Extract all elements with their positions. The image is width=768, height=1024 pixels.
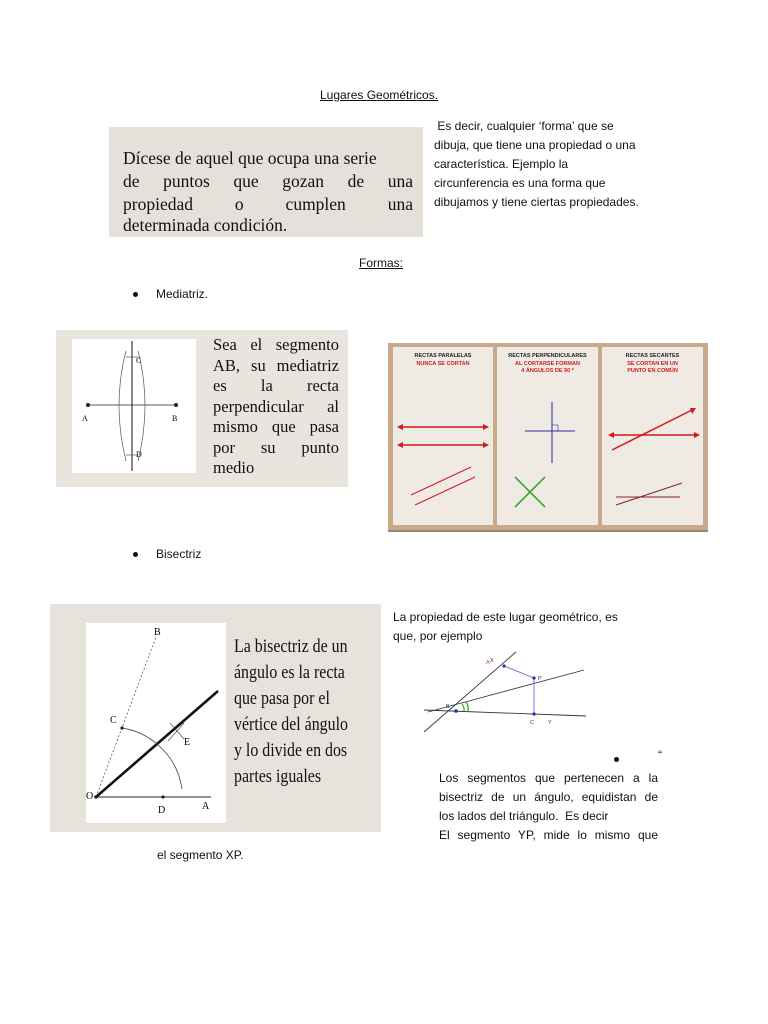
mediatriz-image (56, 330, 348, 487)
label-x: X (490, 658, 494, 664)
label-a: A (202, 801, 210, 812)
label-c: C (136, 356, 142, 365)
mediatriz-line: AB, su mediatriz (213, 355, 339, 375)
triangle-svg (420, 648, 592, 736)
bisectriz-line: que pasa por el (234, 689, 330, 709)
bisectriz-sketch (86, 623, 226, 823)
secantes-title: RECTAS SECANTES (625, 353, 680, 359)
mediatriz-sketch (72, 339, 196, 473)
label-d: D (158, 805, 166, 816)
definition-line-2: de puntos que gozan de una (123, 171, 413, 191)
definition-image (109, 127, 423, 237)
label-a: A (82, 414, 88, 423)
propiedad-line: La propiedad de este lugar geométrico, es (393, 610, 618, 624)
bullet-icon (133, 292, 138, 297)
segmentos-line: los lados del triángulo. Es decir (439, 809, 609, 823)
intro-line: circunferencia es una forma que (434, 176, 606, 190)
bisectriz-line: y lo divide en dos (234, 741, 348, 761)
segmentos-line: bisectriz de un ángulo, equidistan de (439, 790, 658, 804)
bullet-icon (133, 552, 138, 557)
label-c: C (530, 720, 534, 726)
intro-line: dibuja, que tiene una propiedad o una (434, 138, 636, 152)
mediatriz-diagram (72, 339, 196, 473)
paralelas-diagram (393, 347, 493, 525)
label-e: E (184, 737, 191, 748)
definition-line-1: Dícese de aquel que ocupa una serie (123, 148, 377, 168)
bisectriz-line: partes iguales (234, 767, 322, 787)
rectas-col-perpendiculares (497, 347, 598, 525)
rectas-col-paralelas (393, 347, 493, 525)
bisectriz-image (50, 604, 381, 832)
perpendiculares-sub-1: AL CORTARSE FORMAN (515, 361, 580, 367)
triangle-diagram (420, 648, 592, 736)
label-a: A (486, 660, 490, 666)
propiedad-text (393, 608, 663, 646)
segmentos-line: Los segmentos que pertenecen a la (439, 771, 658, 785)
bullet-bisectriz: Bisectriz (156, 547, 202, 561)
label-b: B (446, 704, 450, 710)
perpendiculares-sub-2: 4 ÁNGULOS DE 90 º (521, 368, 574, 374)
label-b: B (154, 627, 161, 638)
label-p: P (538, 676, 542, 682)
label-c: C (110, 715, 117, 726)
label-o: O (86, 791, 94, 802)
bullet-icon (614, 757, 619, 762)
paralelas-sub: NUNCA SE CORTAN (416, 361, 470, 367)
label-d: D (136, 450, 142, 459)
intro-line: dibujamos y tiene ciertas propiedades. (434, 195, 639, 209)
secantes-sub-1: SE CORTAN EN UN (627, 361, 678, 367)
intro-line: característica. Ejemplo la (434, 157, 569, 171)
segmentos-line: El segmento YP, mide lo mismo que (439, 828, 658, 842)
mediatriz-line: medio (213, 458, 255, 477)
label-b: B (172, 414, 178, 423)
paralelas-title: RECTAS PARALELAS (414, 353, 472, 359)
bisectriz-diagram (86, 623, 226, 823)
rectas-col-secantes (602, 347, 703, 525)
label-y: Y (548, 720, 552, 726)
mediatriz-line: por su punto (213, 437, 339, 457)
closing-text: el segmento XP. (157, 848, 244, 862)
bisectriz-line: vértice del ángulo (234, 715, 348, 735)
mediatriz-line: mismo que pasa (213, 417, 339, 436)
perpendiculares-title: RECTAS PERPENDICULARES (508, 353, 587, 359)
definition-line-4: determinada condición. (123, 215, 288, 235)
bisectriz-line: ángulo es la recta (234, 663, 345, 683)
propiedad-line: que, por ejemplo (393, 629, 483, 643)
perpendiculares-diagram (497, 347, 598, 525)
quote-mark: “ (658, 748, 662, 762)
secantes-diagram (602, 347, 703, 525)
bisectriz-text (234, 634, 360, 790)
formas-heading: Formas: (359, 256, 404, 270)
definition-line-3: propiedad o cumplen una (123, 194, 413, 214)
mediatriz-line: perpendicular al (213, 396, 339, 416)
mediatriz-line: es la recta (213, 376, 339, 395)
bisectriz-line: La bisectriz de un (234, 637, 348, 657)
intro-text (434, 117, 674, 212)
bullet-mediatriz: Mediatriz. (156, 287, 209, 301)
mediatriz-text (213, 335, 339, 479)
secantes-sub-2: PUNTO EN COMÚN (627, 368, 678, 374)
intro-line: Es decir, cualquier ‘forma’ que se (434, 119, 614, 133)
page-title: Lugares Geométricos. (320, 88, 439, 102)
mediatriz-line: Sea el segmento (213, 335, 339, 354)
segmentos-text (439, 769, 658, 845)
rectas-image (388, 343, 708, 532)
